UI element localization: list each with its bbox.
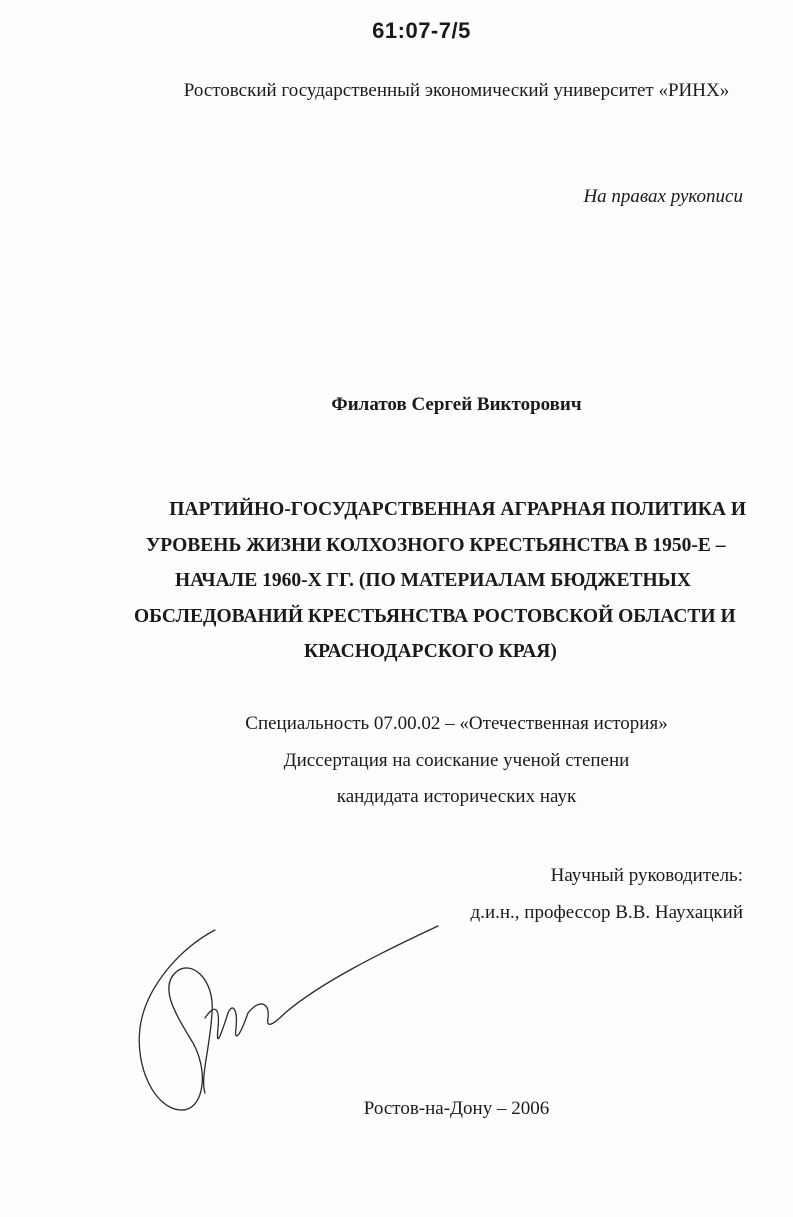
handwritten-signature bbox=[120, 918, 450, 1118]
title-line: ОБСЛЕДОВАНИЙ КРЕСТЬЯНСТВА РОСТОВСКОЙ ОБЛАСТИ И bbox=[134, 605, 736, 627]
university-name: Ростовский государственный экономический университет «РИНХ» bbox=[183, 80, 730, 101]
archive-stamp-code: 61:07-7/5 bbox=[372, 18, 471, 43]
author-name: Филатов Сергей Викторович bbox=[331, 394, 582, 415]
manuscript-rights-note: На правах рукописи bbox=[583, 186, 743, 207]
title-line: НАЧАЛЕ 1960-Х ГГ. (ПО МАТЕРИАЛАМ БЮДЖЕТНЫХ bbox=[175, 570, 691, 591]
degree-field-line: кандидата исторических наук bbox=[336, 786, 577, 807]
city-year: Ростов-на-Дону – 2006 bbox=[363, 1098, 550, 1119]
title-line: УРОВЕНЬ ЖИЗНИ КОЛХОЗНОГО КРЕСТЬЯНСТВА В 1950-Е – bbox=[146, 534, 726, 556]
specialty-line: Специальность 07.00.02 – «Отечественная история» bbox=[245, 713, 668, 734]
supervisor-label: Научный руководитель: bbox=[550, 865, 743, 886]
signature-tail bbox=[248, 926, 438, 1024]
degree-line: Диссертация на соискание ученой степени bbox=[283, 749, 630, 771]
supervisor-block bbox=[471, 857, 743, 931]
title-line: ПАРТИЙНО-ГОСУДАРСТВЕННАЯ АГРАРНАЯ ПОЛИТИКА И bbox=[169, 499, 746, 520]
supervisor-name: д.и.н., профессор В.В. Наухацкий bbox=[470, 902, 743, 923]
signature-loop bbox=[139, 930, 215, 1110]
dissertation-title bbox=[110, 492, 770, 670]
title-line: КРАСНОДАРСКОГО КРАЯ) bbox=[304, 641, 557, 662]
specialty-block bbox=[0, 706, 793, 816]
